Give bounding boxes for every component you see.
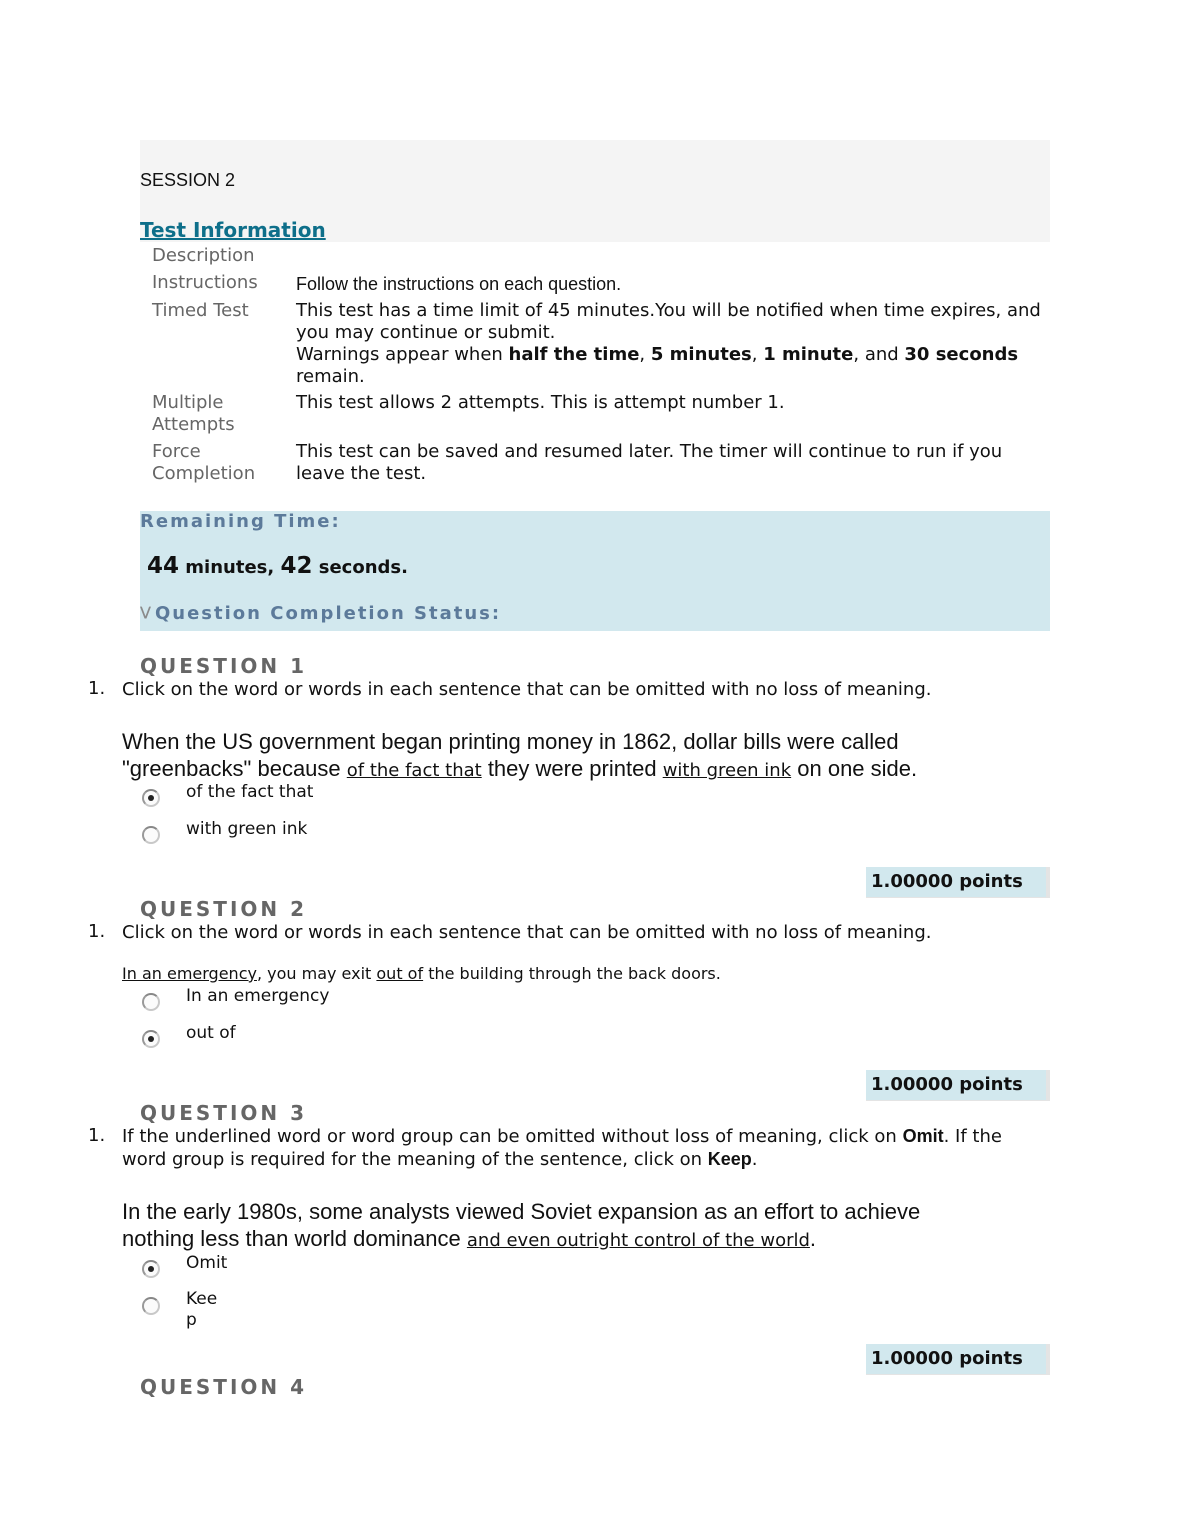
q2-sentence-part-b: the building through the back doors. xyxy=(423,964,721,983)
q3-prompt-part-c: . xyxy=(751,1149,758,1170)
timed-test-warnings xyxy=(296,344,1041,388)
q3-option-keep-label-line2: p xyxy=(186,1310,197,1330)
q2-option-1-label[interactable]: In an emergency xyxy=(186,986,330,1006)
instructions-label: Instructions xyxy=(152,272,258,293)
question-completion-status-toggle[interactable] xyxy=(140,603,501,624)
q2-option-2-label[interactable]: out of xyxy=(186,1023,236,1043)
question-1-number: 1. xyxy=(88,678,106,699)
q2-underlined-phrase-2[interactable]: out of xyxy=(376,964,424,983)
force-completion-label xyxy=(152,441,255,485)
warn-half-time: half the time xyxy=(508,344,640,365)
question-4-heading: QUESTION 4 xyxy=(140,1375,308,1399)
q3-sentence-part-b: . xyxy=(809,1226,817,1251)
question-1-heading: QUESTION 1 xyxy=(140,654,308,678)
warn-5-minutes: 5 minutes xyxy=(650,344,752,365)
q1-option-1-label[interactable]: of the fact that xyxy=(186,782,314,802)
question-1-sentence-line2 xyxy=(122,755,1022,784)
warn-suffix: remain. xyxy=(296,366,365,387)
q3-option-keep-radio[interactable] xyxy=(142,1297,160,1315)
timed-test-label: Timed Test xyxy=(152,300,249,321)
timer-seconds-unit: seconds. xyxy=(312,557,408,578)
question-2-sentence xyxy=(122,964,721,983)
warn-30-seconds: 30 seconds xyxy=(904,344,1019,365)
q3-option-keep-label-line1: Kee xyxy=(186,1289,218,1309)
multiple-attempts-label-2: Attempts xyxy=(152,414,235,435)
question-completion-status-label: Question Completion Status: xyxy=(154,603,502,624)
q1-sentence-part-c: on one side. xyxy=(791,756,918,781)
question-3-heading: QUESTION 3 xyxy=(140,1101,308,1125)
warn-sep-3: , and xyxy=(853,344,905,365)
instructions-value: Follow the instructions on each question. xyxy=(296,274,622,294)
timer-minutes-unit: minutes, xyxy=(179,557,281,578)
question-3-sentence xyxy=(122,1198,1022,1254)
q2-sentence-part-a: , you may exit xyxy=(256,964,377,983)
warn-sep-2: , xyxy=(751,344,764,365)
q1-points-badge: 1.00000 points xyxy=(866,867,1050,898)
q3-option-keep-label[interactable] xyxy=(186,1289,217,1331)
question-1-sentence-line1: When the US government began printing money in 1862, dollar bills were called xyxy=(122,729,899,754)
question-3-number: 1. xyxy=(88,1125,106,1146)
double-chevron-down-icon[interactable]: ⋁ xyxy=(140,605,151,620)
q3-option-omit-label[interactable]: Omit xyxy=(186,1253,228,1273)
q1-option-1-radio[interactable] xyxy=(142,789,160,807)
multiple-attempts-value: This test allows 2 attempts. This is attempt number 1. xyxy=(296,392,785,413)
question-2-heading: QUESTION 2 xyxy=(140,897,308,921)
q2-option-2-radio[interactable] xyxy=(142,1030,160,1048)
force-completion-label-1: Force xyxy=(152,441,201,462)
warn-prefix: Warnings appear when xyxy=(296,344,509,365)
timer-seconds: 42 xyxy=(280,553,313,579)
timed-test-line1: This test has a time limit of 45 minutes.You will be notified when time expires, and you may continue or submit. xyxy=(296,300,1041,343)
q3-prompt-keep: Keep xyxy=(707,1149,752,1169)
question-2-prompt: Click on the word or words in each sentence that can be omitted with no loss of meaning. xyxy=(122,922,932,943)
q3-option-omit-radio[interactable] xyxy=(142,1260,160,1278)
test-information-link[interactable]: Test Information xyxy=(140,218,326,242)
multiple-attempts-label xyxy=(152,392,235,436)
question-3-sentence-line2 xyxy=(122,1225,1022,1254)
q2-underlined-phrase-1[interactable]: In an emergency xyxy=(122,964,257,983)
description-label: Description xyxy=(152,245,255,266)
question-3-sentence-line1: In the early 1980s, some analysts viewed Soviet expansion as an effort to achieve xyxy=(122,1199,921,1224)
q3-prompt-part-a: If the underlined word or word group can be omitted without loss of meaning, click on xyxy=(122,1126,903,1147)
remaining-time-value xyxy=(147,553,408,579)
q3-points-badge: 1.00000 points xyxy=(866,1344,1050,1375)
question-1-prompt: Click on the word or words in each sentence that can be omitted with no loss of meaning. xyxy=(122,679,932,700)
q1-option-2-label[interactable]: with green ink xyxy=(186,819,308,839)
q1-underlined-phrase-1[interactable]: of the fact that xyxy=(346,760,482,781)
q1-option-2-radio[interactable] xyxy=(142,826,160,844)
q1-sentence-part-a: "greenbacks" because xyxy=(122,756,347,781)
q1-underlined-phrase-2[interactable]: with green ink xyxy=(662,760,792,781)
force-completion-value: This test can be saved and resumed later. The timer will continue to run if you leave the test. xyxy=(296,441,1003,484)
q2-option-1-radio[interactable] xyxy=(142,993,160,1011)
radio-selected-dot xyxy=(148,1266,154,1272)
question-2-number: 1. xyxy=(88,921,106,942)
force-completion-label-2: Completion xyxy=(152,463,256,484)
timer-minutes: 44 xyxy=(147,553,180,579)
question-1-sentence xyxy=(122,728,1022,784)
warn-sep-1: , xyxy=(639,344,651,365)
q2-points-badge: 1.00000 points xyxy=(866,1070,1050,1101)
radio-selected-dot xyxy=(148,795,154,801)
multiple-attempts-label-1: Multiple xyxy=(152,392,224,413)
remaining-time-label: Remaining Time: xyxy=(140,511,341,532)
session-title: SESSION 2 xyxy=(140,170,236,190)
q1-sentence-part-b: they were printed xyxy=(481,756,663,781)
question-3-prompt xyxy=(122,1125,1042,1171)
warn-1-minute: 1 minute xyxy=(763,344,854,365)
radio-selected-dot xyxy=(148,1036,154,1042)
q3-prompt-omit: Omit xyxy=(902,1126,944,1146)
q3-underlined-phrase: and even outright control of the world xyxy=(466,1230,810,1251)
q3-prompt-part-b: . If the word group is required for the meaning of the sentence, click on xyxy=(122,1126,1002,1170)
timed-test-value xyxy=(296,300,1041,388)
q3-sentence-part-a: nothing less than world dominance xyxy=(122,1226,467,1251)
